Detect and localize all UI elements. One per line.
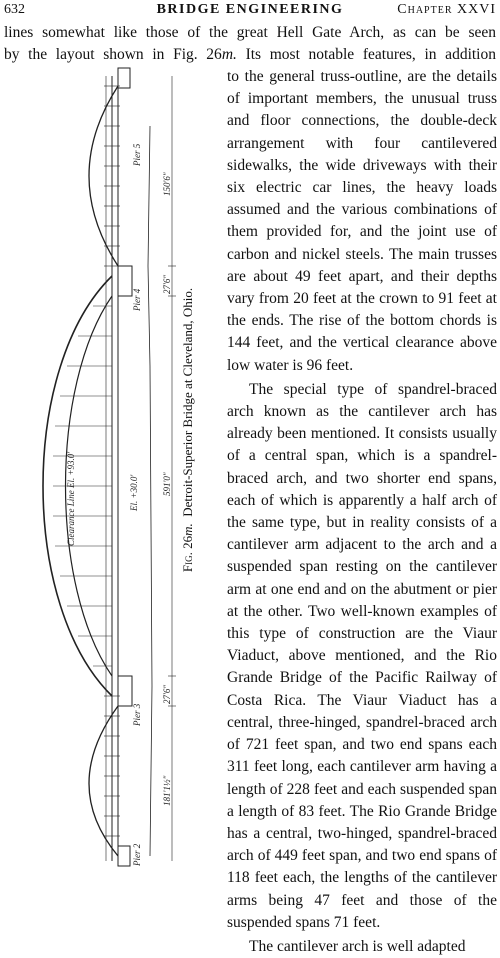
pier-4-label: Pier 4 <box>132 288 142 311</box>
intro-line-1: lines somewhat like those of the great Hell Gate Arch, as can be seen <box>4 24 496 41</box>
pier-4-shape <box>118 266 132 296</box>
dimension-pier3-label: 27'6" <box>162 684 172 704</box>
figure-caption: Fig. 26m. Detroit-Superior Bridge at Cleveland, Ohio. <box>180 287 195 573</box>
end-arch-top <box>89 86 118 266</box>
end-arch-bottom <box>89 706 118 856</box>
pier-2-shape <box>118 846 130 866</box>
paragraph-3: The cantilever arch is well adapted <box>249 937 466 955</box>
pier-3-label: Pier 3 <box>132 703 142 726</box>
pier-5-label: Pier 5 <box>132 143 142 166</box>
pier-3-shape <box>118 676 132 706</box>
body-column <box>227 66 497 958</box>
clearance-line-label: Clearance Line El. +93.0' <box>66 451 76 546</box>
dimension-top-label: 150'6" <box>162 172 172 196</box>
running-title: BRIDGE ENGINEERING <box>156 2 344 17</box>
intro-line-2: by the layout shown in Fig. 26m. Its most notable features, in addition <box>4 46 496 63</box>
paragraph-2: The special type of spandrel-braced arch known as the cantilever arch has already been mentioned. It consists usually of a central span, which is a spandrel-braced arch, and two shorter end spans, each of which is apparently a half arch of the same type, but in reality consists of a cantilever arm adjacent to the arch and a suspended span resting on the cantilever arm at one end and on the abutment or pier at the other. Two well-known examples of this type of construction are the Viaur Viaduct, above mentioned, and the Rio Grande Bridge of the Pacific Railway of Costa Rica. The Viaur Viaduct has a central, three-hinged, spandrel-braced arch of 721 feet span, and two end spans each 311 feet long, each cantilever arm having a length of 228 feet and each suspended span a length of 83 feet. The Rio Grande Bridge has a central, two-hinged, spandrel-braced arch of 449 feet span, and two end spans of 118 feet each, the lengths of the cantilever arms being 47 feet and those of the suspended spans 71 feet. <box>227 380 497 931</box>
ground-line <box>148 126 152 856</box>
pier-2-label: Pier 2 <box>132 843 142 866</box>
elevation-label: El. +30.0' <box>129 474 139 511</box>
pier-5-shape <box>118 68 130 88</box>
chapter-label: Chapter XXVI <box>397 2 496 17</box>
page-header <box>4 2 496 20</box>
page-number: 632 <box>4 2 25 17</box>
intro-text <box>4 22 496 66</box>
dimension-bottom-label: 181'1½" <box>162 775 172 806</box>
dimension-span-label: 591'0" <box>162 472 172 496</box>
dimension-pier4-label: 27'6" <box>162 274 172 294</box>
paragraph-1: to the general truss-outline, are the details of important members, the unusual truss and floor connections, the double-deck arrangement with four cantilevered sidewalks, the wide driveways with their six electric car lines, the heavy loads assumed and the various combinations of them provided for, and the joint use of carbon and nickel steels. The main trusses are about 49 feet apart, and their depths vary from 20 feet at the crown to 91 feet at the ends. The rise of the bottom chords is 144 feet, and the vertical clearance above low water is 96 feet. <box>227 68 497 374</box>
